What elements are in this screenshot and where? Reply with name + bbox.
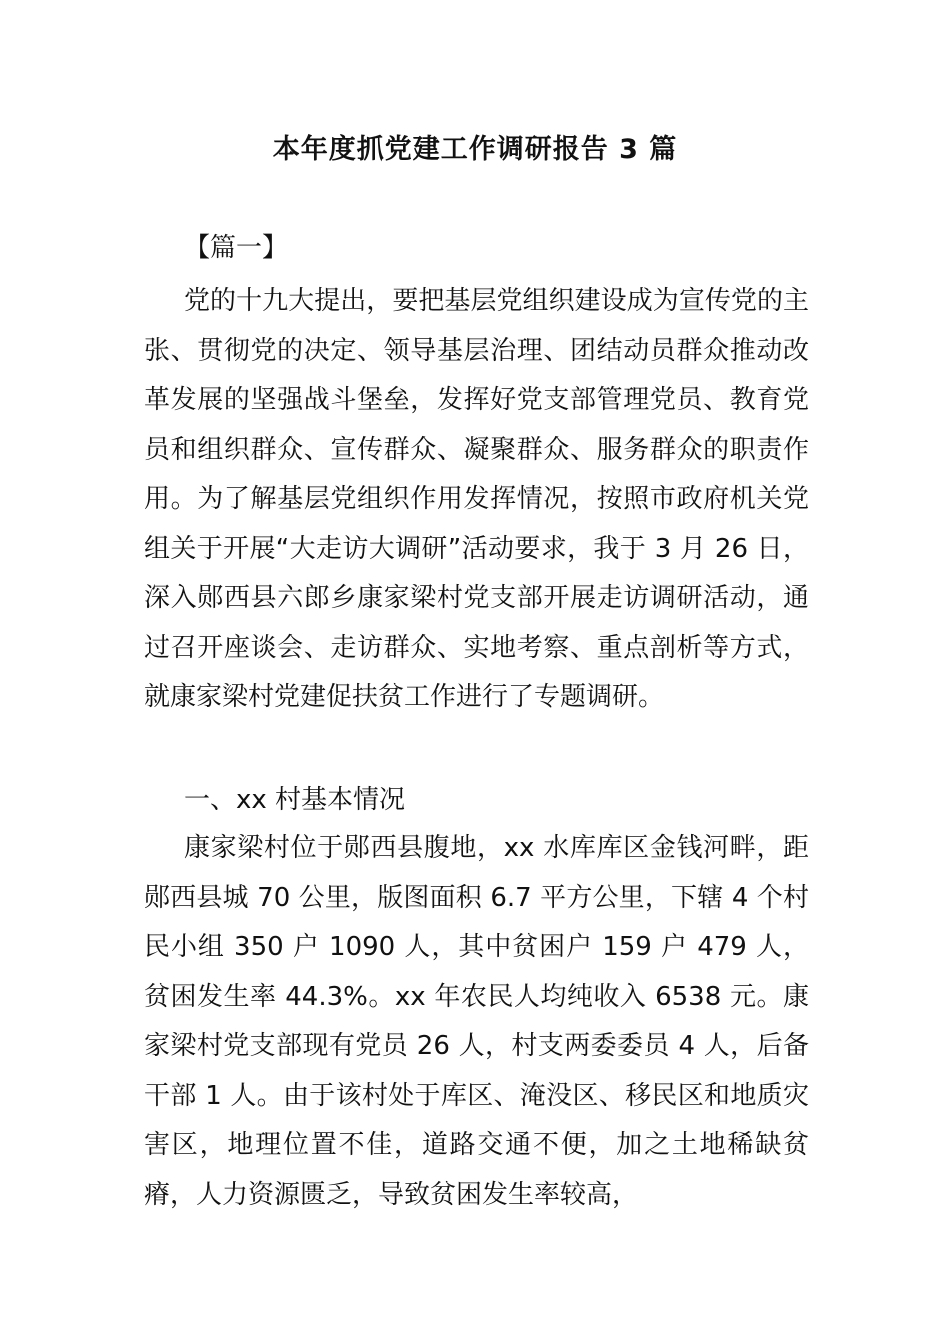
paragraph-2: 康家梁村位于郧西县腹地，xx 水库库区金钱河畔，距郧西县城 70 公里，版图面积 6.7 平方公里，下辖 4 个村民小组 350 户 1090 人，其中贫困户 159 户 479 人，贫困发生率 44.3%。xx 年农民人均纯收入 6538 元。康家梁村党支部现有党员 26 人，村支两委委员 4 人，后备干部 1 人。由于该村处于库区、淹没区、移民区和地质灾害区，地理位置不佳，道路交通不便，加之土地稀缺贫瘠，人力资源匮乏，导致贫困发生率较高， — [144, 833, 809, 1210]
section-label: 【篇一】 — [184, 233, 289, 263]
paragraph-1: 党的十九大提出，要把基层党组织建设成为宣传党的主张、贯彻党的决定、领导基层治理、团结动员群众推动改革发展的坚强战斗堡垒，发挥好党支部管理党员、教育党员和组织群众、宣传群众、凝聚群众、服务群众的职责作用。为了解基层党组织作用发挥情况，按照市政府机关党组关于开展“大走访大调研”活动要求，我于 3 月 26 日，深入郧西县六郎乡康家梁村党支部开展走访调研活动，通过召开座谈会、走访群众、实地考察、重点剖析等方式，就康家梁村党建促扶贫工作进行了专题调研。 — [144, 286, 809, 712]
section-heading-1: 一、xx 村基本情况 — [184, 785, 406, 815]
document-title: 本年度抓党建工作调研报告 3 篇 — [272, 134, 678, 165]
